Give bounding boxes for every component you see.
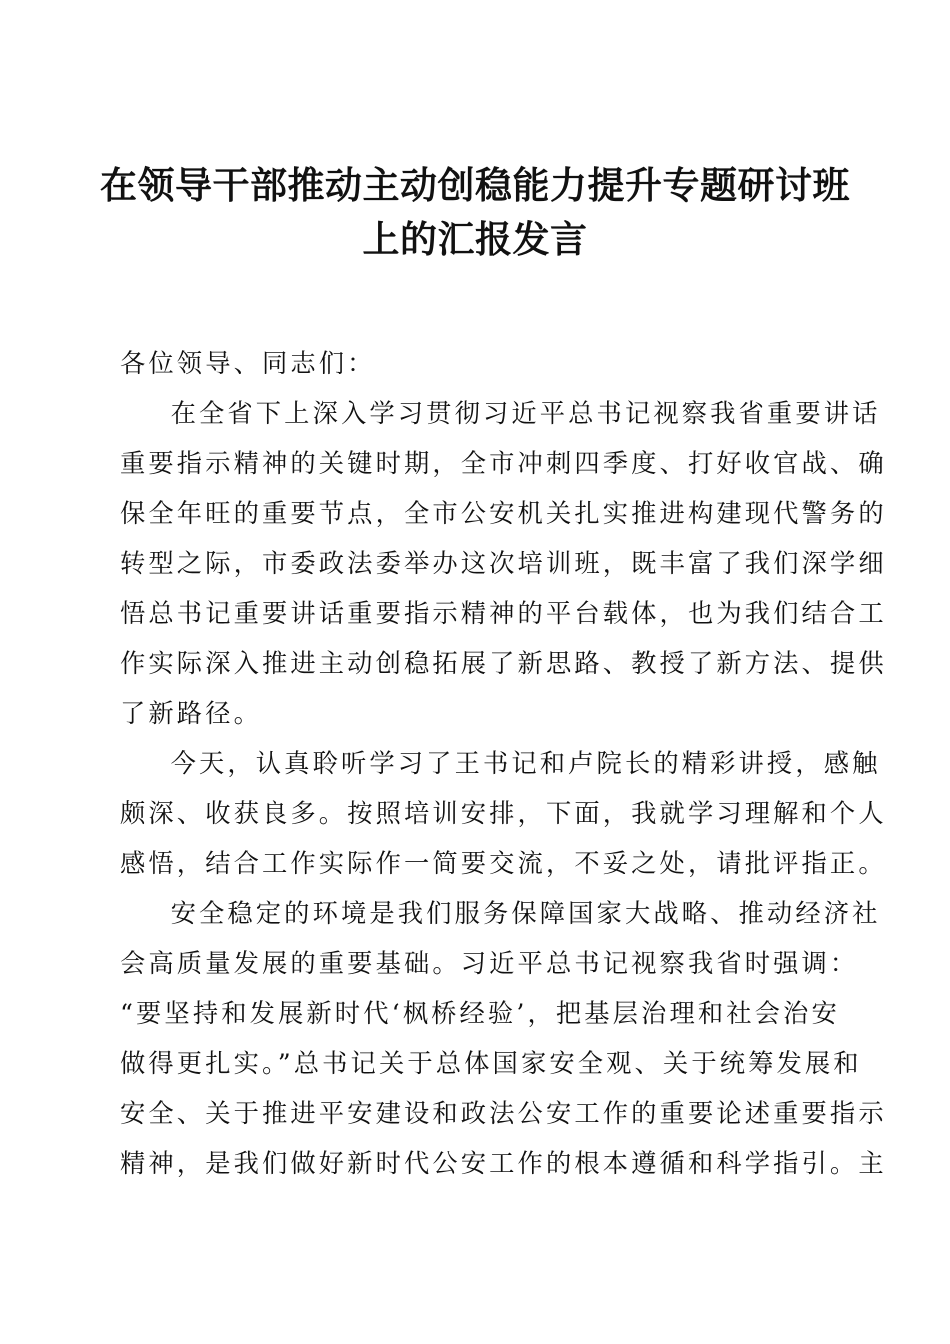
paragraph-line: “要坚持和发展新时代‘枫桥经验’，把基层治理和社会治安 [120, 999, 840, 1028]
paragraph-line: 会高质量发展的重要基础。习近平总书记视察我省时强调： [120, 949, 859, 978]
paragraph-line: 感悟，结合工作实际作一简要交流，不妥之处，请批评指正。 [120, 849, 887, 878]
title-line-1: 在领导干部推动主动创稳能力提升专题研讨班 [100, 163, 850, 207]
paragraph-line: 重要指示精神的关键时期，全市冲刺四季度、打好收官战、确 [120, 449, 887, 478]
document-title [100, 158, 850, 266]
paragraph-2 [120, 739, 887, 889]
title-line-2: 上的汇报发言 [362, 217, 588, 261]
paragraph-line: 精神，是我们做好新时代公安工作的根本遵循和科学指引。主 [120, 1149, 887, 1178]
paragraph-line: 做得更扎实。”总书记关于总体国家安全观、关于统筹发展和 [120, 1049, 862, 1078]
paragraph-3 [120, 889, 887, 1189]
salutation: 各位领导、同志们： [120, 349, 376, 378]
paragraph-line: 了新路径。 [120, 699, 262, 728]
document-body [120, 339, 887, 1189]
paragraph-line: 转型之际，市委政法委举办这次培训班，既丰富了我们深学细 [120, 549, 887, 578]
paragraph-line: 颇深、收获良多。按照培训安排，下面，我就学习理解和个人 [120, 799, 887, 828]
paragraph-1 [120, 389, 887, 739]
paragraph-line: 保全年旺的重要节点，全市公安机关扎实推进构建现代警务的 [120, 499, 887, 528]
paragraph-line: 今天，认真聆听学习了王书记和卢院长的精彩讲授，感触 [170, 749, 881, 778]
paragraph-line: 悟总书记重要讲话重要指示精神的平台载体，也为我们结合工 [120, 599, 887, 628]
paragraph-line: 安全稳定的环境是我们服务保障国家大战略、推动经济社 [170, 899, 881, 928]
paragraph-line: 安全、关于推进平安建设和政法公安工作的重要论述重要指示 [120, 1099, 887, 1128]
paragraph-line: 在全省下上深入学习贯彻习近平总书记视察我省重要讲话 [170, 399, 881, 428]
paragraph-line: 作实际深入推进主动创稳拓展了新思路、教授了新方法、提供 [120, 649, 887, 678]
